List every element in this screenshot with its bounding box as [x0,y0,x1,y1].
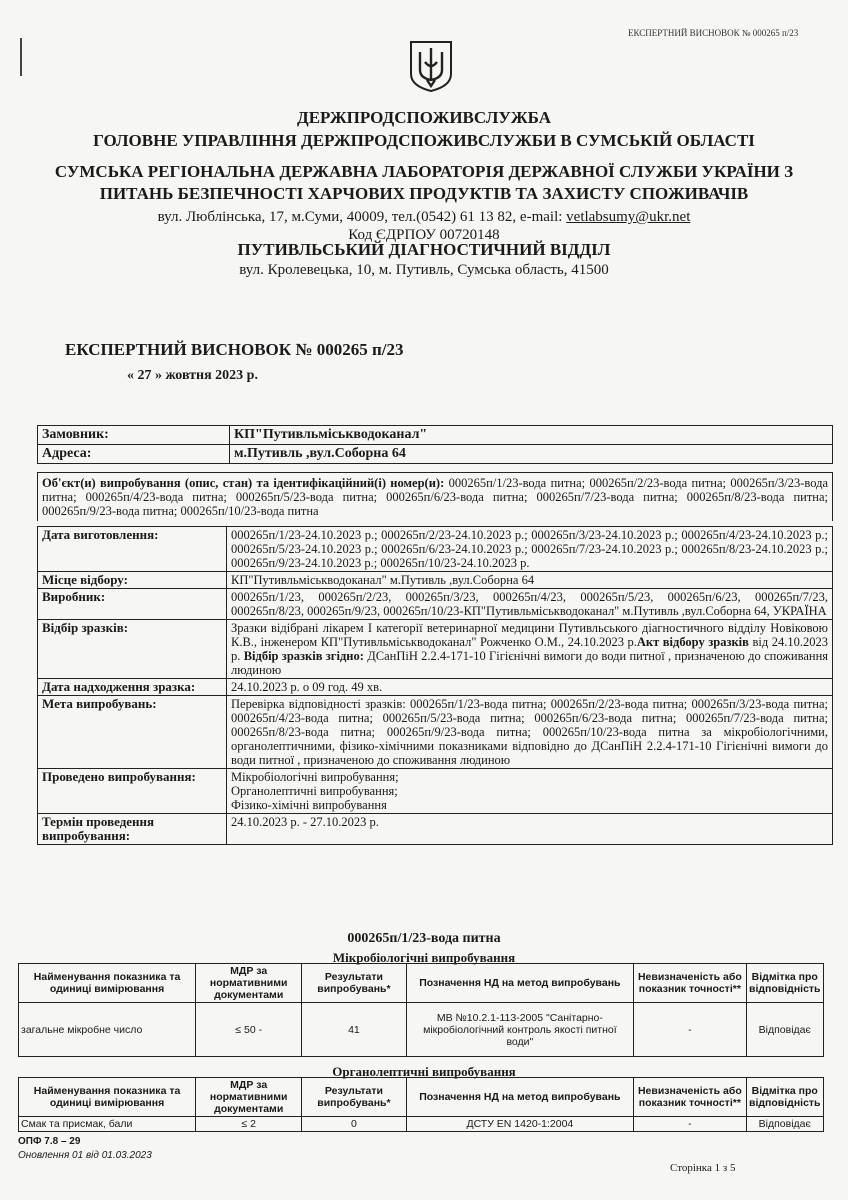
department-address: вул. Кролевецька, 10, м. Путивль, Сумська область, 41500 [239,262,609,278]
sampling-label: Відбір зразків: [38,620,227,679]
method-cell: МВ №10.2.1-113-2005 "Санітарно-мікробіологічний контроль якості питної води" [406,1003,634,1057]
org-name-line2: ГОЛОВНЕ УПРАВЛІННЯ ДЕРЖПРОДСПОЖИВСЛУЖБИ В СУМСЬКІЙ ОБЛАСТІ [93,131,755,150]
manufacturer-value: 000265п/1/23, 000265п/2/23, 000265п/3/23, 000265п/4/23, 000265п/5/23, 000265п/6/23, 000265п/7/23, 000265п/8/23, 000265п/9/23, 000265п/10/23-КП"Путивльміськводоканал" м.Путивль ,вул.Соборна 64, УКРАЇНА [227,589,833,620]
test-type-micro: Мікробіологічні випробування; [231,770,399,784]
organo-results-table [18,1077,824,1132]
indicator-cell: Смак та присмак, бали [19,1117,196,1132]
col-header-method: Позначення НД на метод випробувань [406,1078,634,1117]
table-header-row [19,964,824,1003]
test-objects-label: Об'єкт(и) випробування (опис, стан) та ідентифікаційний(і) номер(и): [42,476,445,490]
test-goal-label: Мета випробувань: [38,696,227,769]
col-header-compliance: Відмітка про відповідність [746,1078,823,1117]
uncertainty-cell: - [634,1117,746,1132]
col-header-indicator: Найменування показника та одиниці вимірювання [19,964,196,1003]
test-term-value: 24.10.2023 р. - 27.10.2023 р. [227,814,833,845]
test-type-organo: Органолептичні випробування; [231,784,398,798]
address-row [38,445,833,464]
pen-mark [20,38,22,76]
info-row [38,572,833,589]
table-row [19,1117,824,1132]
compliance-cell: Відповідає [746,1117,823,1132]
arrival-date-label: Дата надходження зразка: [38,679,227,696]
sampling-act-label: Акт відбору зразків [636,635,749,649]
sampling-value [227,620,833,679]
test-objects [37,472,833,521]
sampling-place-label: Місце відбору: [38,572,227,589]
method-cell: ДСТУ EN 1420-1:2004 [406,1117,634,1132]
form-code: ОПФ 7.8 – 29 [18,1136,81,1147]
col-header-result: Результати випробувань* [302,1078,406,1117]
info-row [38,527,833,572]
edrpou-code: Код ЄДРПОУ 00720148 [348,227,500,243]
test-goal-value: Перевірка відповідності зразків: 000265п/1/23-вода питна; 000265п/2/23-вода питна; 000265п/3/23-вода питна; 000265п/4/23-вода питна; 000265п/5/23-вода питна; 000265п/6/23-вода питна; 000265п/7/23-вода питна; 000265п/8/23-вода питна; 000265п/9/23-вода питна; 000265п/10/23-вода питна за мікробіологічними, органолептичними, фізико-хімічними показниками відповідно до ДСанПіН 2.2.4-171-10 Гігієнічні вимоги до води питної , призначеною до споживання людиною [227,696,833,769]
address-label: Адреса: [38,445,230,464]
lab-name-line2: ПИТАНЬ БЕЗПЕЧНОСТІ ХАРЧОВИХ ПРОДУКТІВ ТА ЗАХИСТУ СПОЖИВАЧІВ [99,184,749,203]
info-row [38,769,833,814]
table-header-row [19,1078,824,1117]
mdr-cell: ≤ 50 - [196,1003,302,1057]
test-term-label: Термін проведення випробування: [38,814,227,845]
email-link[interactable]: vetlabsumy@ukr.net [566,209,691,225]
customer-value: КП"Путивльміськводоканал" [230,426,833,445]
organo-section-title: Органолептичні випробування [332,1064,516,1079]
lab-address-text: вул. Люблінська, 17, м.Суми, 40009, тел.(0542) 61 13 82, e-mail: [157,209,567,225]
customer-label: Замовник: [38,426,230,445]
manufacture-date-label: Дата виготовлення: [38,527,227,572]
sample-info-table [37,526,833,845]
test-objects-text: 000265п/1/23-вода питна; 000265п/2/23-вода питна; 000265п/3/23-вода питна; 000265п/4/23-вода питна; 000265п/5/23-вода питна; 000265п/6/23-вода питна; 000265п/7/23-вода питна; 000265п/8/23-вода питна; 000265п/9/23-вода питна; 000265п/10/23-вода питна [42,476,828,518]
test-type-physchem: Фізико-хімічні випробування [231,798,387,812]
col-header-uncertainty: Невизначеність або показник точності** [634,1078,746,1117]
info-row [38,814,833,845]
tests-performed-value [227,769,833,814]
result-cell: 41 [302,1003,406,1057]
address-value: м.Путивль ,вул.Соборна 64 [230,445,833,464]
col-header-method: Позначення НД на метод випробувань [406,964,634,1003]
conclusion-title: ЕКСПЕРТНИЙ ВИСНОВОК № 000265 п/23 [65,340,404,359]
coat-of-arms-icon [408,40,454,92]
col-header-uncertainty: Невизначеність або показник точності** [634,964,746,1003]
compliance-cell: Відповідає [746,1003,823,1057]
mdr-cell: ≤ 2 [196,1117,302,1132]
manufacturer-label: Виробник: [38,589,227,620]
info-row [38,696,833,769]
running-header: ЕКСПЕРТНИЙ ВИСНОВОК № 000265 п/23 [628,28,799,38]
lab-address [0,209,848,226]
form-update: Оновлення 01 від 01.03.2023 [18,1150,152,1161]
indicator-cell: загальне мікробне число [19,1003,196,1057]
sampling-text-2: від 24.10.2023 р. [231,635,828,663]
tests-performed-label: Проведено випробування: [38,769,227,814]
lab-name-line1: СУМСЬКА РЕГІОНАЛЬНА ДЕРЖАВНА ЛАБОРАТОРІЯ ДЕРЖАВНОЇ СЛУЖБИ УКРАЇНИ З [54,162,794,181]
info-row [38,620,833,679]
col-header-mdr: МДР за нормативними документами [196,964,302,1003]
info-row [38,679,833,696]
col-header-mdr: МДР за нормативними документами [196,1078,302,1117]
department-name: ПУТИВЛЬСЬКИЙ ДІАГНОСТИЧНИЙ ВІДДІЛ [237,240,611,259]
customer-row [38,426,833,445]
manufacture-date-value: 000265п/1/23-24.10.2023 р.; 000265п/2/23-24.10.2023 р.; 000265п/3/23-24.10.2023 р.; 000265п/4/23-24.10.2023 р.; 000265п/5/23-24.10.2023 р.; 000265п/6/23-24.10.2023 р.; 000265п/7/23-24.10.2023 р.; 000265п/8/23-24.10.2023 р.; 000265п/9/23-24.10.2023 р.; 000265п/10/23-24.10.2023 р. [227,527,833,572]
uncertainty-cell: - [634,1003,746,1057]
sample-title: 000265п/1/23-вода питна [347,931,501,946]
customer-table [37,425,833,464]
col-header-indicator: Найменування показника та одиниці вимірювання [19,1078,196,1117]
sampling-basis-label: Відбір зразків згідно: [243,649,364,663]
info-row [38,589,833,620]
page-number: Сторінка 1 з 5 [670,1162,736,1174]
result-cell: 0 [302,1117,406,1132]
col-header-result: Результати випробувань* [302,964,406,1003]
org-name-line1: ДЕРЖПРОДСПОЖИВСЛУЖБА [297,108,551,127]
micro-results-table [18,963,824,1057]
sampling-text-3: ДСанПіН 2.2.4-171-10 Гігієнічні вимоги до води питної , призначеною до споживання людиною [231,649,829,677]
micro-section-title: Мікробіологічні випробування [332,950,516,965]
conclusion-date: « 27 » жовтня 2023 р. [127,368,258,383]
col-header-compliance: Відмітка про відповідність [746,964,823,1003]
sampling-place-value: КП"Путивльміськводоканал" м.Путивль ,вул.Соборна 64 [227,572,833,589]
sampling-text-1: Зразки відібрані лікарем I категорії ветеринарної медицини Путивльського діагностичного відділу Новіковою К.В., інженером КП"Путивльміськводоканал" Рожченко О.М., 24.10.2023 р. [231,621,828,649]
table-row [19,1003,824,1057]
arrival-date-value: 24.10.2023 р. о 09 год. 49 хв. [227,679,833,696]
